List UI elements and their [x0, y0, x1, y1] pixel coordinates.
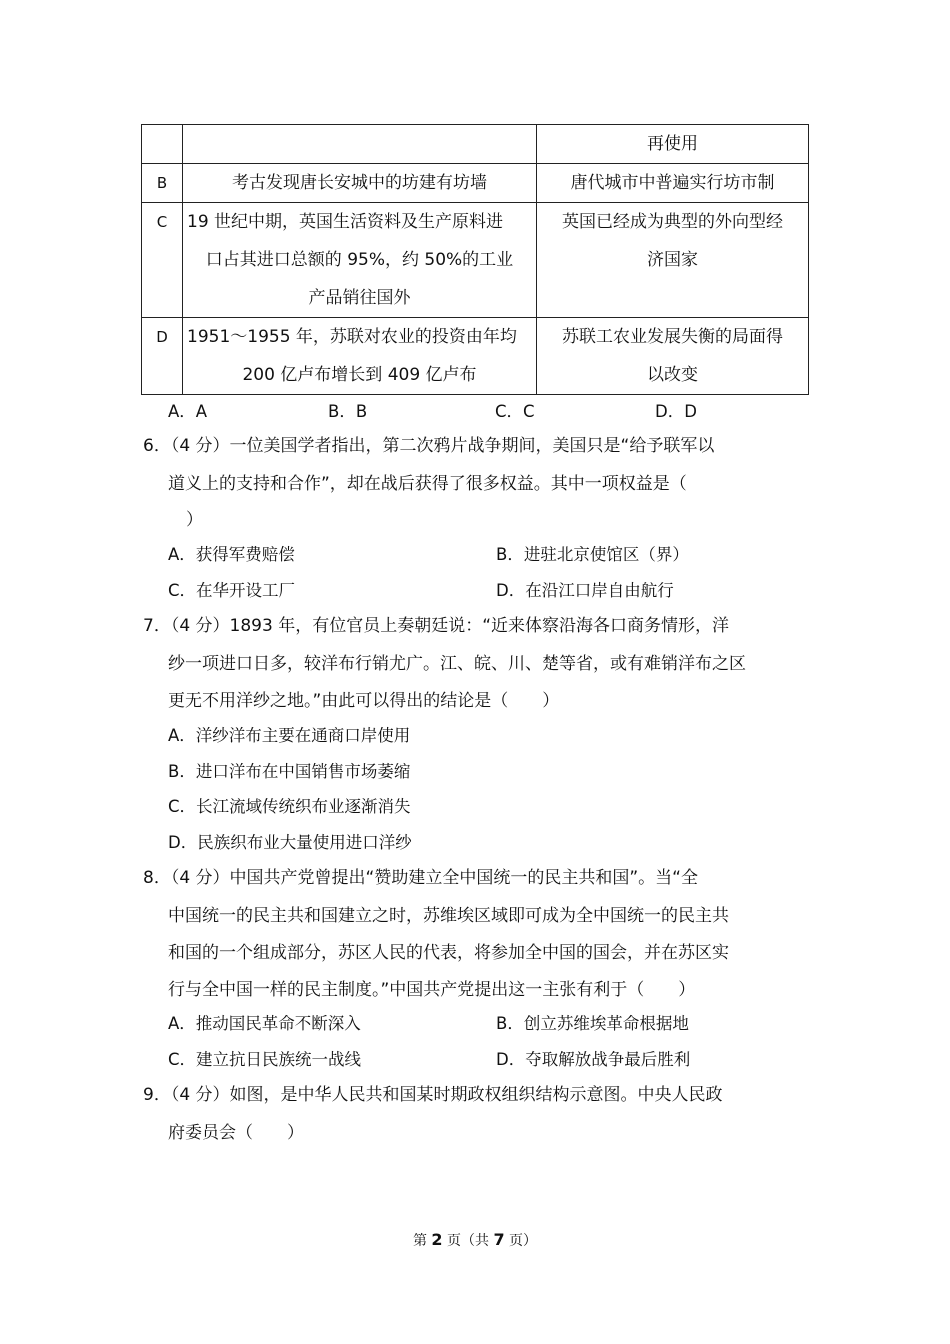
row-label: [142, 125, 183, 164]
q8-stem-line: 中国统一的民主共和国建立之时，苏维埃区域即可成为全中国统一的民主共: [168, 906, 729, 926]
row-label: D: [142, 318, 183, 395]
evidence-cell: [183, 125, 537, 164]
footer-total-pages: 7: [493, 1230, 505, 1249]
q5-option-c: C．C: [495, 402, 535, 421]
footer-prefix: 第: [412, 1233, 432, 1249]
table-row: [142, 203, 809, 318]
evidence-cell: [183, 318, 537, 395]
footer-page-number: 2: [431, 1230, 443, 1249]
q7-option-c: C．长江流域传统织布业逐渐消失: [168, 797, 411, 816]
q8-option-a: A．推动国民革命不断深入: [168, 1014, 361, 1033]
conclusion-line: 济国家: [647, 250, 698, 270]
evidence-line: 1951～1955 年，苏联对农业的投资由年均: [187, 327, 517, 347]
q7-option-a: A．洋纱洋布主要在通商口岸使用: [168, 726, 411, 745]
q7-stem-line: 更无不用洋纱之地。”由此可以得出的结论是（ ）: [168, 691, 560, 711]
q6-option-b: B．进驻北京使馆区（界）: [496, 545, 689, 564]
question-5-table: [141, 124, 809, 395]
q7-option-b: B．进口洋布在中国销售市场萎缩: [168, 762, 411, 781]
q6-option-a: A．获得军费赔偿: [168, 545, 295, 564]
q6-option-d: D．在沿江口岸自由航行: [496, 581, 674, 600]
q8-option-b: B．创立苏维埃革命根据地: [496, 1014, 689, 1033]
table-row: [142, 125, 809, 164]
row-label: C: [142, 203, 183, 318]
q9-stem-line: 9．（4 分）如图，是中华人民共和国某时期政权组织结构示意图。中央人民政: [143, 1085, 723, 1105]
evidence-cell: 考古发现唐长安城中的坊建有坊墙: [183, 164, 537, 203]
q8-option-d: D．夺取解放战争最后胜利: [496, 1050, 691, 1069]
footer-suffix: 页）: [504, 1233, 538, 1249]
q6-stem-line: ）: [186, 510, 203, 530]
q7-stem-line: 纱一项进口日多，较洋布行销尤广。江、皖、川、楚等省，或有难销洋布之区: [168, 654, 746, 674]
q7-option-d: D．民族织布业大量使用进口洋纱: [168, 833, 412, 852]
conclusion-line: 英国已经成为典型的外向型经: [562, 212, 783, 232]
evidence-line: 19 世纪中期，英国生活资料及生产原料进: [187, 212, 504, 232]
evidence-line: 产品销往国外: [308, 288, 411, 308]
q8-stem-line: 8．（4 分）中国共产党曾提出“赞助建立全中国统一的民主共和国”。当“全: [143, 868, 698, 888]
q5-option-b: B．B: [328, 402, 368, 421]
conclusion-cell: 唐代城市中普遍实行坊市制: [537, 164, 809, 203]
row-label: B: [142, 164, 183, 203]
table-row: [142, 318, 809, 395]
q5-option-a: A．A: [168, 402, 208, 421]
q8-stem-line: 行与全中国一样的民主制度。”中国共产党提出这一主张有利于（ ）: [168, 980, 696, 1000]
table-row: [142, 164, 809, 203]
q9-stem-line: 府委员会（ ）: [168, 1123, 304, 1143]
conclusion-cell: [537, 318, 809, 395]
q8-stem-line: 和国的一个组成部分，苏区人民的代表，将参加全中国的国会，并在苏区实: [168, 943, 729, 963]
q6-stem-line: 道义上的支持和合作”，却在战后获得了很多权益。其中一项权益是（: [168, 474, 687, 494]
conclusion-line: 以改变: [647, 365, 698, 385]
evidence-cell: [183, 203, 537, 318]
q7-stem-line: 7．（4 分）1893 年，有位官员上奏朝廷说：“近来体察沿海各口商务情形，洋: [143, 616, 730, 636]
evidence-line: 口占其进口总额的 95%，约 50%的工业: [205, 250, 514, 270]
evidence-line: 200 亿卢布增长到 409 亿卢布: [242, 365, 477, 385]
conclusion-cell: 再使用: [537, 125, 809, 164]
conclusion-cell: [537, 203, 809, 318]
page-footer: [0, 1230, 950, 1250]
q6-stem-line: 6．（4 分）一位美国学者指出，第二次鸦片战争期间，美国只是“给予联军以: [143, 436, 715, 456]
q6-option-c: C．在华开设工厂: [168, 581, 296, 600]
q5-option-d: D．D: [655, 402, 697, 421]
q8-option-c: C．建立抗日民族统一战线: [168, 1050, 362, 1069]
footer-mid: 页（共: [442, 1233, 494, 1249]
conclusion-line: 苏联工农业发展失衡的局面得: [562, 327, 783, 347]
